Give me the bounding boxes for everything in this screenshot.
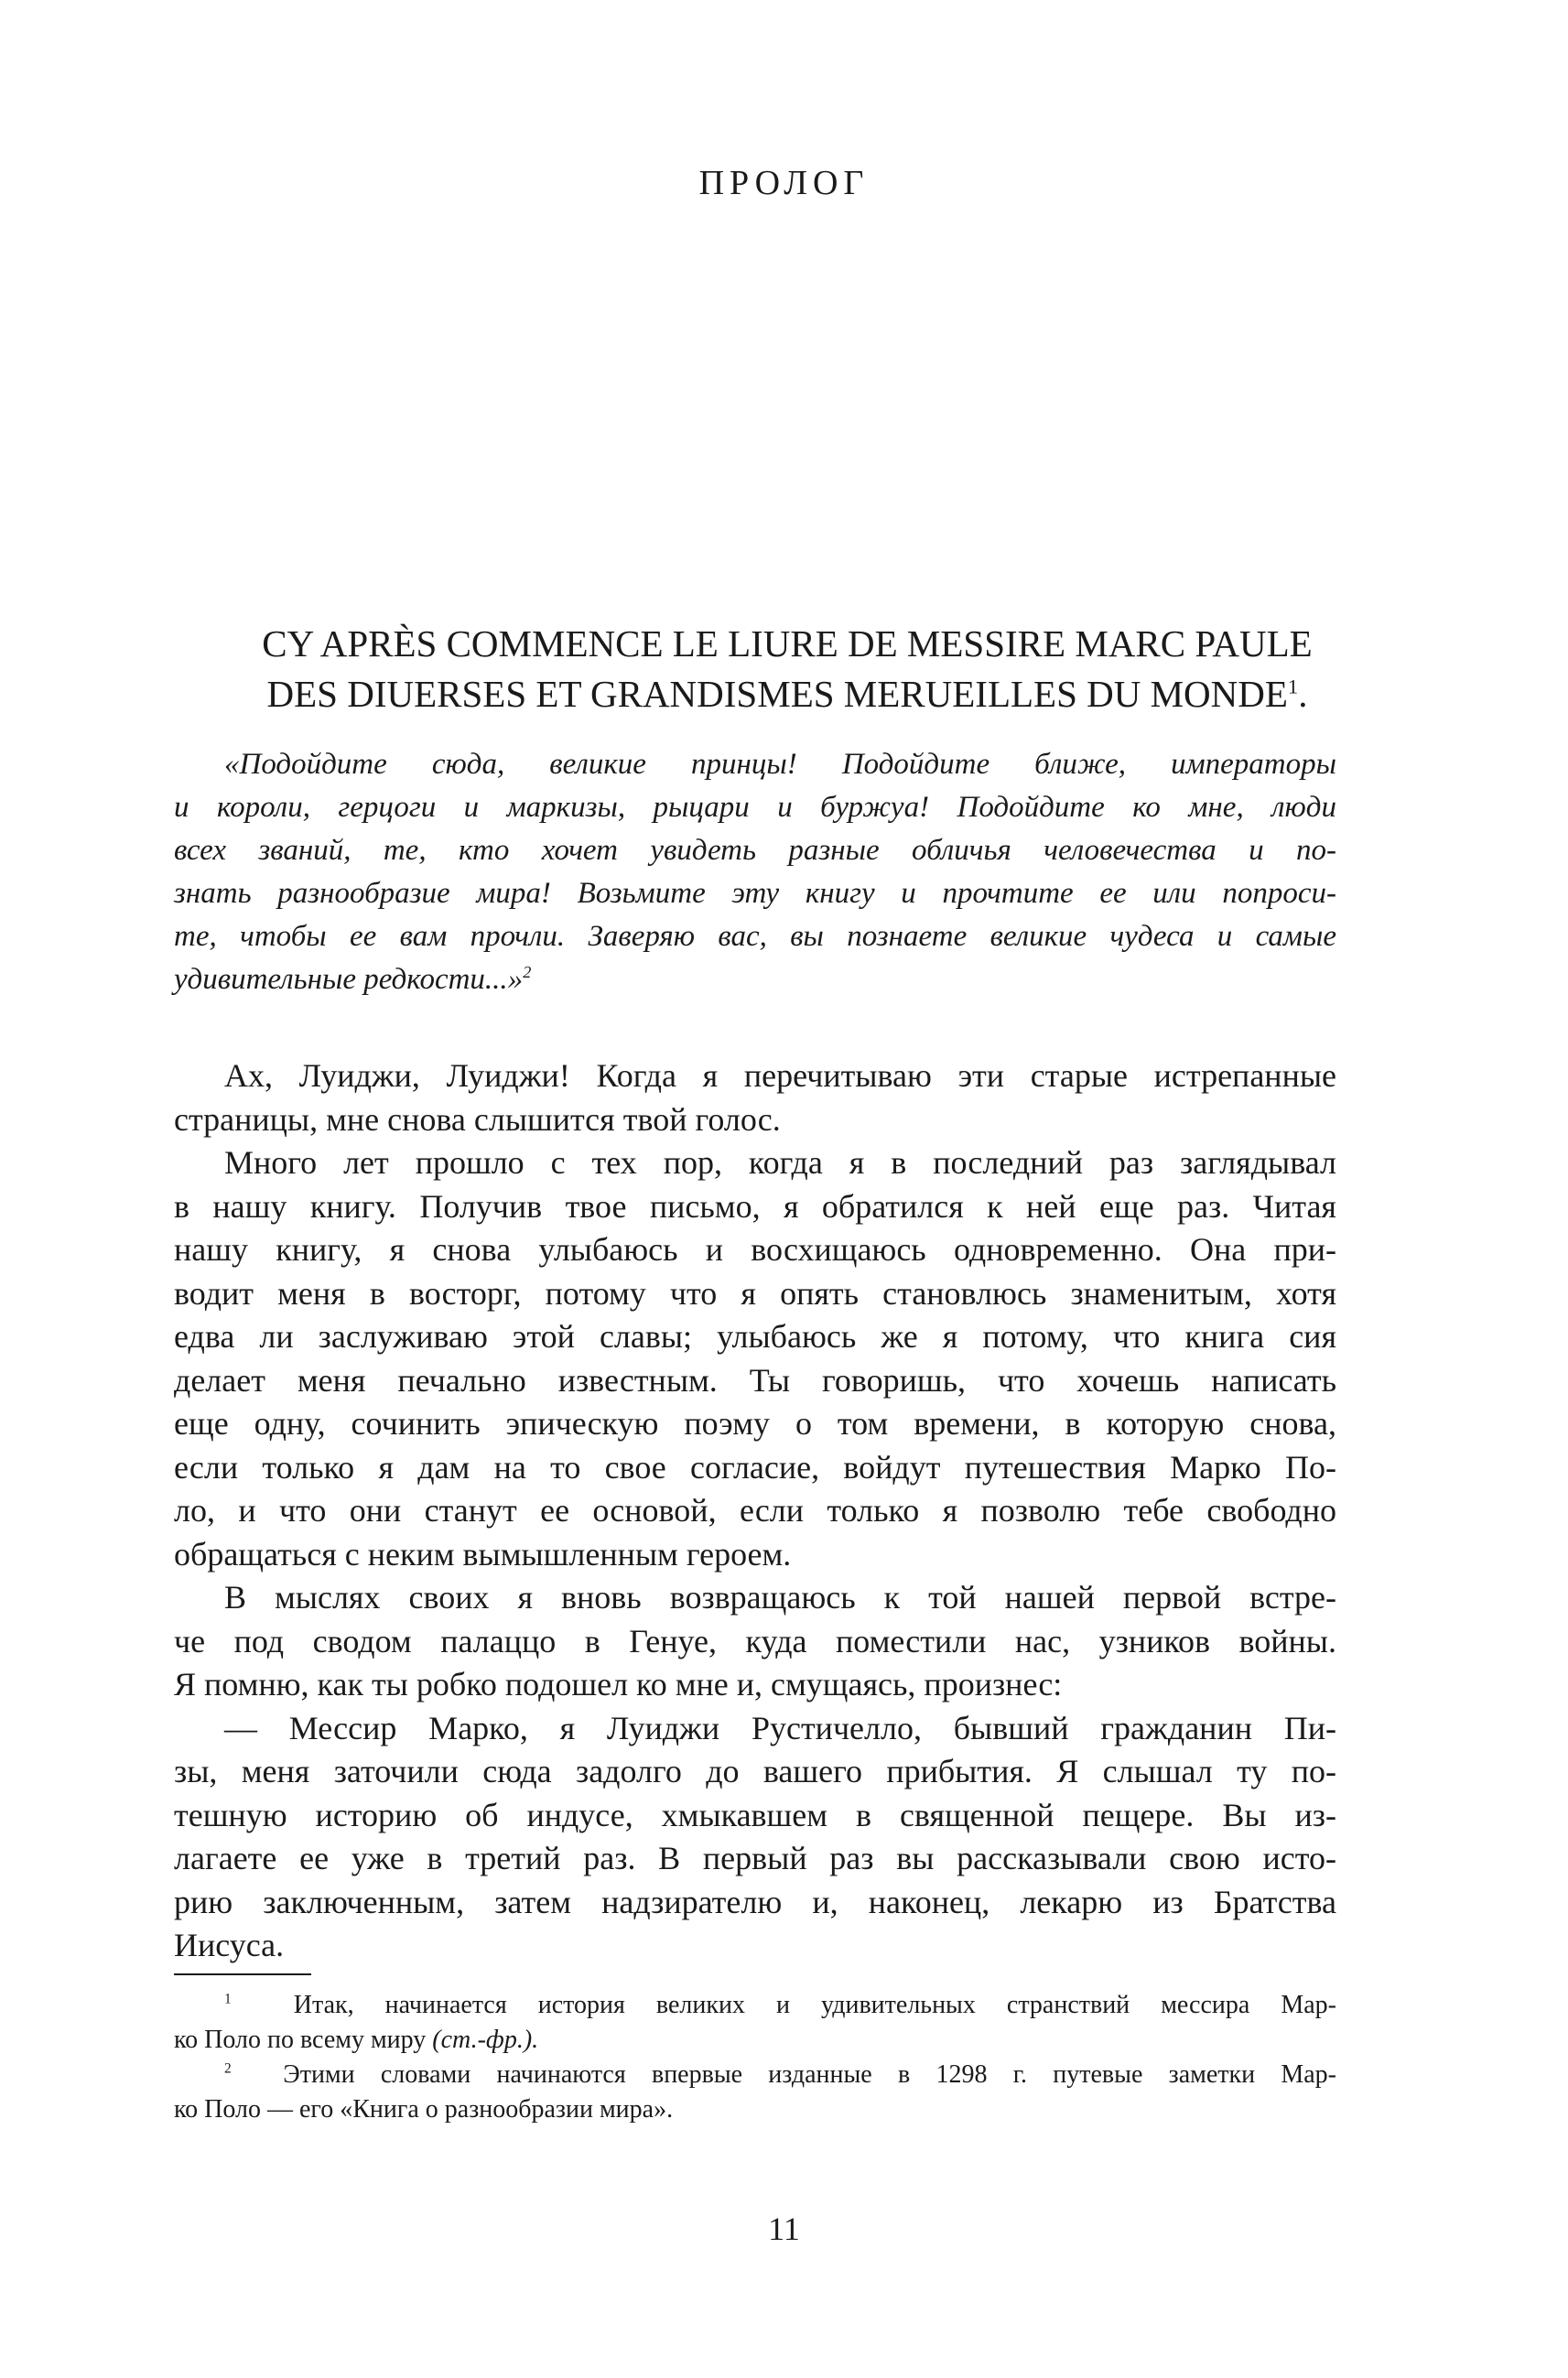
chapter-title: ПРОЛОГ	[698, 164, 870, 202]
heading-line-1: CY APRÈS COMMENCE LE LIURE DE MESSIRE MARC PAULE	[262, 622, 1313, 665]
body-line: еще одну, сочинить эпическую поэму о том времени, в которую снова,	[174, 1405, 1336, 1442]
body-line: зы, меня заточили сюда задолго до вашего прибытия. Я слышал ту по-	[174, 1753, 1336, 1789]
footnote-2-line-1	[174, 2058, 1336, 2092]
epigraph-line-text: удивительные редкости...»	[174, 963, 524, 996]
body-line: страницы, мне снова слышится твой голос.	[174, 1100, 781, 1138]
footnote-ref-1[interactable]: 1	[1287, 675, 1299, 698]
body-line: рию заключенным, затем надзирателю и, наконец, лекарю из Братства	[174, 1883, 1336, 1920]
body-line: В мыслях своих я вновь возвращаюсь к той нашей первой встре-	[224, 1579, 1336, 1616]
footnote-separator	[174, 1973, 311, 1975]
footnote-1-text: Итак, начинается история великих и удивительных странствий мессира Мар-	[293, 1991, 1336, 2019]
body-line: че под сводом палаццо в Генуе, куда поместили нас, узников войны.	[174, 1622, 1336, 1659]
body-line: водит меня в восторг, потому что я опять становлюсь знаменитым, хотя	[174, 1274, 1336, 1312]
footnote-2-text: Этими словами начинаются впервые изданные в 1298 г. путевые заметки Мар-	[283, 2060, 1337, 2089]
body-line: нашу книгу, я снова улыбаюсь и восхищаюсь одновременно. Она при-	[174, 1231, 1336, 1268]
footnote-1-marker: 1	[224, 1991, 232, 2007]
epigraph-line: и короли, герцоги и маркизы, рыцари и буржуа! Подойдите ко мне, люди	[174, 791, 1336, 824]
body-line: если только я дам на то свое согласие, войдут путешествия Марко По-	[174, 1448, 1336, 1486]
body-line: ло, и что они станут ее основой, если только я позволю тебе свободно	[174, 1492, 1336, 1529]
body-line: Иисуса.	[174, 1927, 285, 1963]
body-line: едва ли заслуживаю этой славы; улыбаюсь же я потому, что книга сия	[174, 1318, 1336, 1355]
page-number: 11	[768, 2210, 800, 2247]
body-line: лагаете ее уже в третий раз. В первый раз вы рассказывали свою исто-	[174, 1840, 1336, 1876]
epigraph-last-line	[174, 958, 1336, 1001]
body-text	[174, 1054, 1336, 1968]
footnote-1-italic: (ст.-фр.).	[432, 2026, 539, 2054]
footnote-1-line-2	[174, 2023, 1336, 2058]
body-line: в нашу книгу. Получив твое письмо, я обратился к ней еще раз. Читая	[174, 1187, 1336, 1225]
old-french-heading	[220, 619, 1355, 719]
footnote-2-line-2: ко Поло — его «Книга о разнообразии мира».	[174, 2095, 674, 2124]
heading-line-2	[220, 669, 1355, 719]
epigraph-line: «Подойдите сюда, великие принцы! Подойдите ближе, императоры	[224, 748, 1336, 781]
body-line: — Мессир Марко, я Луиджи Рустичелло, бывший гражданин Пи-	[224, 1709, 1336, 1746]
footnotes	[174, 1988, 1336, 2127]
epigraph	[174, 743, 1336, 1001]
body-line: Много лет прошло с тех пор, когда я в последний раз заглядывал	[224, 1144, 1336, 1181]
body-line: делает меня печально известным. Ты говоришь, что хочешь написать	[174, 1361, 1336, 1399]
epigraph-line: те, чтобы ее вам прочли. Заверяю вас, вы познаете великие чудеса и самые	[174, 920, 1336, 953]
heading-line-2-text: DES DIUERSES ET GRANDISMES MERUEILLES DU MONDE	[266, 673, 1288, 715]
body-line: Я помню, как ты робко подошел ко мне и, смущаясь, произнес:	[174, 1666, 1063, 1702]
footnote-1-text-2: ко Поло по всему миру	[174, 2026, 433, 2054]
epigraph-line: всех званий, те, кто хочет увидеть разные обличья человечества и по-	[174, 834, 1336, 867]
footnote-2-marker: 2	[224, 2060, 232, 2077]
body-line: Ах, Луиджи, Луиджи! Когда я перечитываю эти старые истрепанные	[224, 1057, 1336, 1094]
body-line: тешную историю об индусе, хмыкавшем в священной пещере. Вы из-	[174, 1796, 1336, 1833]
footnote-ref-2[interactable]: 2	[523, 963, 532, 981]
body-line: обращаться с неким вымышленным героем.	[174, 1535, 792, 1573]
epigraph-line: знать разнообразие мира! Возьмите эту книгу и прочтите ее или попроси-	[174, 877, 1336, 910]
heading-end: .	[1298, 673, 1308, 715]
footnote-1-line-1	[174, 1988, 1336, 2023]
